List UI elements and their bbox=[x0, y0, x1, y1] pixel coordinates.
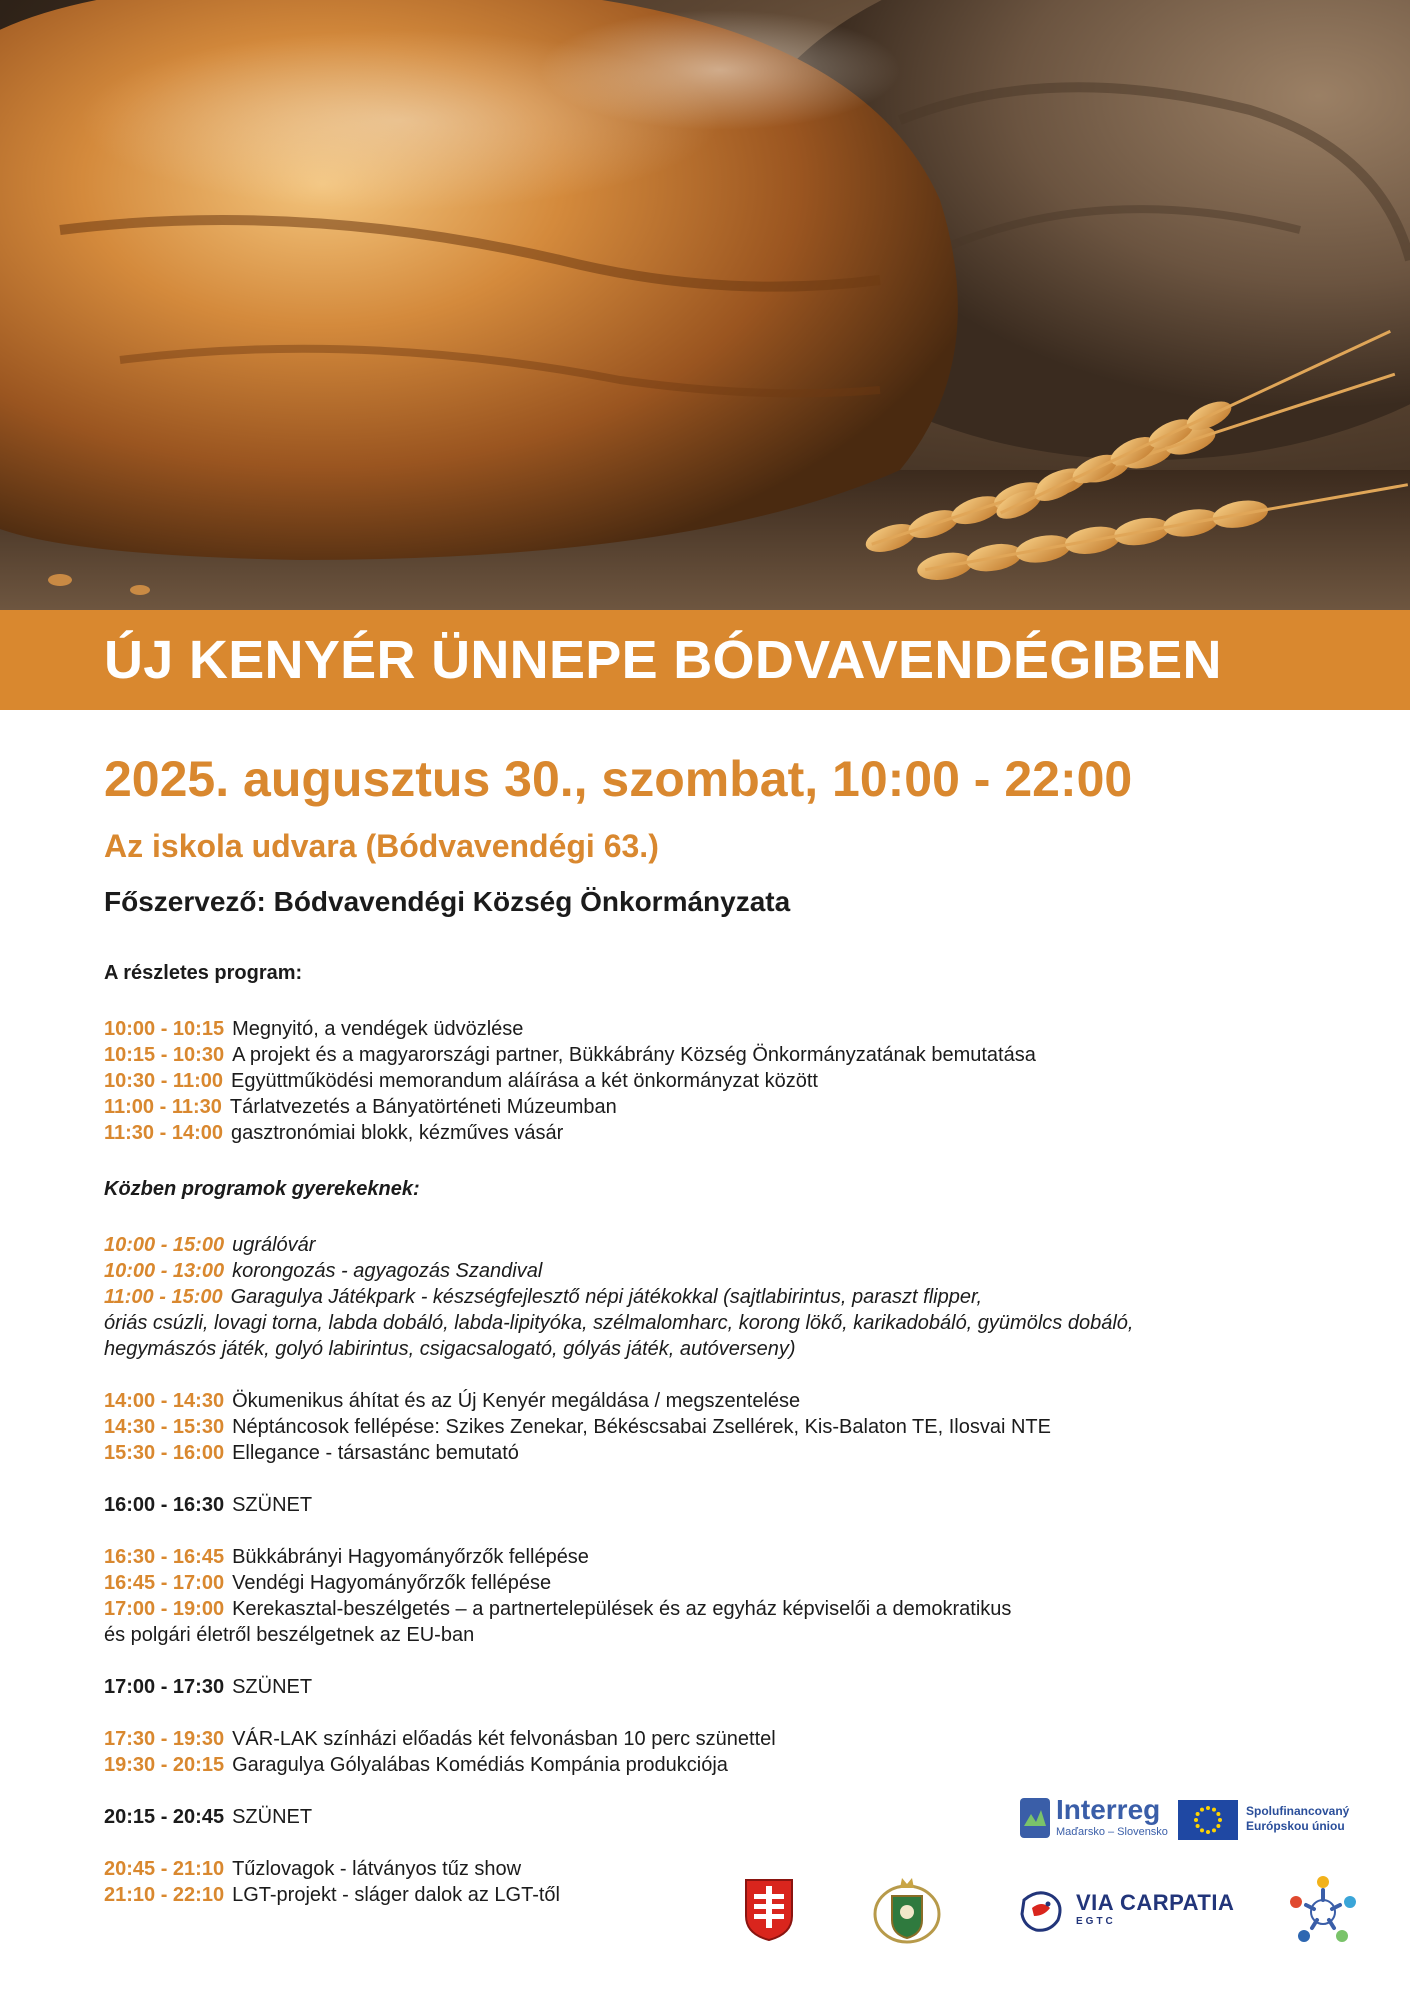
pause-row: 17:00 - 17:30 SZÜNET bbox=[104, 1676, 313, 1698]
program-row: 10:15 - 10:30 A projekt és a magyarországi partner, Bükkábrány Község Önkormányzatának bemutatása bbox=[104, 1044, 1036, 1066]
program-row: 20:45 - 21:10 Tűzlovagok - látványos tűz show bbox=[104, 1858, 522, 1880]
kids-row-continued: hegymászós játék, golyó labirintus, csigacsalogató, gólyás játék, autóverseny) bbox=[104, 1338, 796, 1360]
via-carpatia-name: VIA CARPATIA bbox=[1076, 1890, 1235, 1915]
program-list bbox=[104, 960, 1274, 1908]
program-row: 14:00 - 14:30 Ökumenikus áhítat és az Új Kenyér megáldása / megszentelése bbox=[104, 1390, 801, 1412]
event-date: 2025. augusztus 30., szombat, 10:00 - 22:00 bbox=[104, 751, 1133, 807]
program-row: 21:10 - 22:10 LGT-projekt - sláger dalok az LGT-től bbox=[104, 1884, 560, 1906]
kids-row-continued: óriás csúzli, lovagi torna, labda dobáló, labda-lipityóka, szélmalomharc, korong lökő, karikadobáló, gyümölcs dobáló, bbox=[104, 1312, 1134, 1334]
kids-row: 10:00 - 15:00 ugrálóvár bbox=[104, 1234, 316, 1256]
eu-flag-icon bbox=[1178, 1800, 1238, 1840]
program-row: 19:30 - 20:15 Garagulya Gólyalábas Komédiás Kompánia produkciója bbox=[104, 1754, 728, 1776]
bread-wheat-illustration bbox=[0, 0, 1410, 610]
pause-row: 20:15 - 20:45 SZÜNET bbox=[104, 1806, 313, 1828]
eu-line2: Európskou úniou bbox=[1246, 1819, 1345, 1833]
event-venue: Az iskola udvara (Bódvavendégi 63.) bbox=[104, 828, 659, 864]
program-row: 11:30 - 14:00 gasztronómiai blokk, kézműves vásár bbox=[104, 1122, 564, 1144]
via-carpatia-mark-icon bbox=[1018, 1886, 1066, 1936]
program-row: 14:30 - 15:30 Néptáncosok fellépése: Szikes Zenekar, Békéscsabai Zsellérek, Kis-Balaton TE, Ilosvai NTE bbox=[104, 1416, 1051, 1438]
eu-line1: Spolufinancovaný bbox=[1246, 1804, 1350, 1818]
interreg-name: Interreg bbox=[1056, 1794, 1161, 1825]
program-row: 10:30 - 11:00 Együttműködési memorandum aláírása a két önkormányzat között bbox=[104, 1070, 818, 1092]
title-band bbox=[0, 610, 1410, 710]
coat-of-arms-icon bbox=[744, 1878, 794, 1942]
kids-row: 11:00 - 15:00 Garagulya Játékpark - készségfejlesztő népi játékokkal (sajtlabirintus, paraszt flipper, bbox=[104, 1286, 983, 1308]
program-row-continued: és polgári életről beszélgetnek az EU-ban bbox=[104, 1624, 475, 1646]
community-logo-icon bbox=[1284, 1872, 1362, 1950]
kids-row: 10:00 - 13:00 korongozás - agyagozás Szandival bbox=[104, 1260, 543, 1282]
event-organizer: Főszervező: Bódvavendégi Község Önkormányzata bbox=[104, 886, 791, 917]
event-title: ÚJ KENYÉR ÜNNEPE BÓDVAVENDÉGIBEN bbox=[104, 630, 1222, 690]
program-heading: A részletes program: bbox=[104, 962, 303, 984]
via-carpatia-logo bbox=[1018, 1884, 1248, 1938]
interreg-logo bbox=[1020, 1792, 1370, 1848]
program-row: 17:30 - 19:30 VÁR-LAK színházi előadás két felvonásban 10 perc szünettel bbox=[104, 1728, 776, 1750]
interreg-mark-icon bbox=[1020, 1798, 1050, 1838]
crest-icon bbox=[872, 1874, 942, 1946]
program-row: 11:00 - 11:30 Tárlatvezetés a Bányatörténeti Múzeumban bbox=[104, 1096, 617, 1118]
pause-row: 16:00 - 16:30 SZÜNET bbox=[104, 1494, 313, 1516]
program-row: 16:45 - 17:00 Vendégi Hagyományőrzők fellépése bbox=[104, 1572, 552, 1594]
program-row: 17:00 - 19:00 Kerekasztal-beszélgetés – a partnertelepülések és az egyház képviselői a demokratikus bbox=[104, 1598, 1012, 1620]
kids-heading: Közben programok gyerekeknek: bbox=[104, 1178, 420, 1200]
via-carpatia-sub: EGTC bbox=[1076, 1916, 1116, 1927]
program-row: 15:30 - 16:00 Ellegance - társastánc bemutató bbox=[104, 1442, 519, 1464]
program-row: 10:00 - 10:15 Megnyitó, a vendégek üdvözlése bbox=[104, 1018, 524, 1040]
hero-bread-photo bbox=[0, 0, 1410, 610]
program-row: 16:30 - 16:45 Bükkábrányi Hagyományőrzők fellépése bbox=[104, 1546, 589, 1568]
interreg-region: Maďarsko – Slovensko bbox=[1056, 1826, 1168, 1838]
